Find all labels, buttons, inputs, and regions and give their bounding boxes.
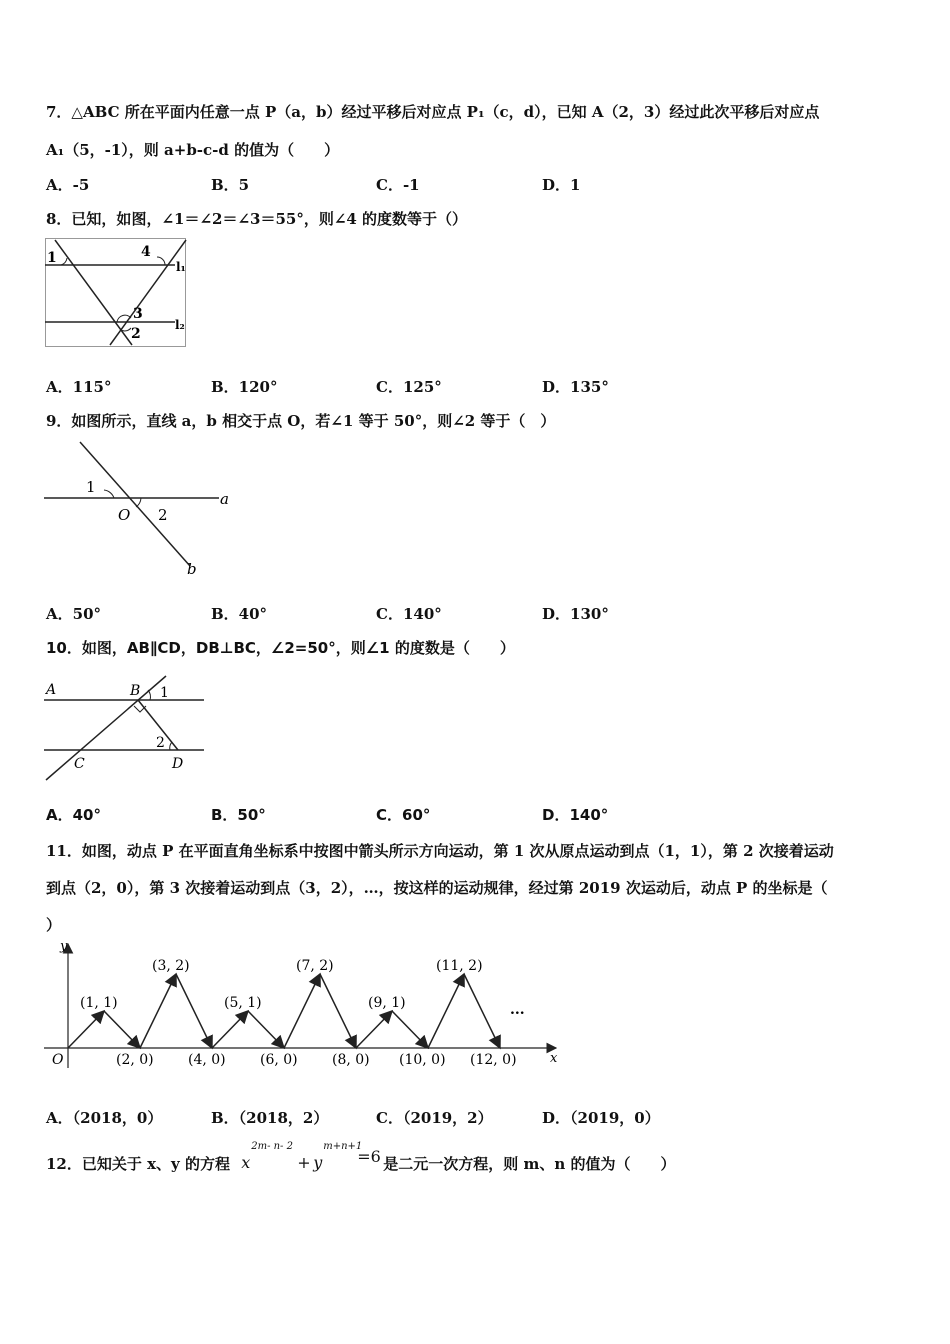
q8-stem: 8．已知，如图，∠1＝∠2＝∠3＝55°，则∠4 的度数等于（）	[46, 210, 468, 228]
label-1: 1	[47, 250, 57, 266]
motion-segment-12	[464, 974, 500, 1048]
point-label-8-0: (8, 0)	[332, 1052, 370, 1068]
q8-option-b: B．120°	[211, 378, 278, 396]
q7-stem-line1: 7．△ABC 所在平面内任意一点 P（a，b）经过平移后对应点 P₁（c，d），已知 A（2，3）经过此次平移后对应点	[46, 103, 820, 121]
label-C: C	[74, 756, 85, 772]
label-B: B	[130, 683, 141, 699]
q11-option-a: A．（2018，0）	[46, 1109, 163, 1127]
q9-option-b: B．40°	[211, 605, 268, 623]
q11-stem-line1: 11．如图，动点 P 在平面直角坐标系中按图中箭头所示方向运动，第 1 次从原点运动到点（1，1），第 2 次接着运动	[46, 842, 834, 860]
point-label-5-1: (5, 1)	[224, 995, 262, 1011]
label-l2: l₂	[175, 318, 185, 332]
motion-segment-2	[104, 1011, 140, 1048]
q11-option-c: C．（2019，2）	[376, 1109, 493, 1127]
q9-figure	[44, 438, 244, 578]
point-label-10-0: (10, 0)	[399, 1052, 446, 1068]
q12-plus: +	[297, 1153, 311, 1172]
point-label-11-2: (11, 2)	[436, 958, 483, 974]
x-axis-label: x	[550, 1051, 558, 1066]
q12-y-exponent: m+n+1	[323, 1141, 363, 1152]
ellipsis: ...	[510, 1002, 525, 1018]
point-label-9-1: (9, 1)	[368, 995, 406, 1011]
label-2: 2	[156, 735, 165, 751]
q7-option-c: C．-1	[376, 176, 420, 194]
motion-segment-6	[248, 1011, 284, 1048]
q12-prefix: 12．已知关于 x、y 的方程	[46, 1155, 230, 1173]
motion-segment-8	[320, 974, 356, 1048]
q12-equation	[235, 1141, 383, 1173]
label-O: O	[118, 506, 131, 524]
q9-option-a: A．50°	[46, 605, 102, 623]
q7-stem-line2: A₁（5，-1），则 a+b-c-d 的值为（ ）	[46, 141, 340, 159]
angle-2-arc	[170, 742, 172, 750]
point-label-12-0: (12, 0)	[470, 1052, 517, 1068]
q9-option-c: C．140°	[376, 605, 442, 623]
q12-suffix: 是二元一次方程，则 m、n 的值为（ ）	[383, 1155, 676, 1173]
motion-segment-9	[356, 1011, 392, 1048]
q9-stem: 9．如图所示，直线 a，b 相交于点 O，若∠1 等于 50°，则∠2 等于（ ）	[46, 412, 556, 430]
point-label-6-0: (6, 0)	[260, 1052, 298, 1068]
q11-option-b: B．（2018，2）	[211, 1109, 329, 1127]
point-label-1-1: (1, 1)	[80, 995, 118, 1011]
motion-segment-11	[428, 974, 464, 1048]
motion-segment-5	[212, 1011, 248, 1048]
label-b: b	[187, 560, 197, 578]
transversal-left	[55, 240, 132, 345]
q10-figure	[44, 668, 206, 784]
motion-segment-4	[176, 974, 212, 1048]
point-label-4-0: (4, 0)	[188, 1052, 226, 1068]
label-1: 1	[86, 478, 96, 496]
motion-path	[68, 974, 500, 1048]
q12-x-exponent: 2m- n- 2	[251, 1141, 293, 1152]
q10-option-d: D．140°	[542, 806, 609, 824]
q9-option-d: D．130°	[542, 605, 609, 623]
point-label-3-2: (3, 2)	[152, 958, 190, 974]
label-2: 2	[131, 326, 141, 342]
q12-y: y	[313, 1153, 323, 1172]
angle-1-arc	[104, 490, 114, 498]
q12-equals-six: =6	[357, 1147, 381, 1166]
q8-option-a: A．115°	[46, 378, 112, 396]
label-3: 3	[133, 306, 143, 322]
q11-option-d: D．（2019，0）	[542, 1109, 660, 1127]
label-A: A	[46, 682, 57, 698]
label-D: D	[172, 756, 184, 772]
q8-figure	[45, 238, 187, 348]
q10-stem: 10．如图，AB∥CD，DB⊥BC，∠2=50°，则∠1 的度数是（ ）	[46, 639, 515, 657]
label-1: 1	[160, 685, 169, 701]
origin-label: O	[52, 1052, 64, 1068]
line-b	[80, 442, 190, 566]
angle-1-arc	[61, 258, 67, 265]
q11-figure	[44, 938, 564, 1073]
point-label-7-2: (7, 2)	[296, 958, 334, 974]
q8-option-d: D．135°	[542, 378, 609, 396]
motion-segment-3	[140, 974, 176, 1048]
label-4: 4	[141, 244, 151, 260]
point-label-2-0: (2, 0)	[116, 1052, 154, 1068]
motion-segment-7	[284, 974, 320, 1048]
label-l1: l₁	[176, 260, 186, 274]
angle-4-arc	[157, 257, 165, 265]
q11-stem-line2: 到点（2，0），第 3 次接着运动到点（3，2），…，按这样的运动规律，经过第 2019 次运动后，动点 P 的坐标是（	[46, 879, 828, 897]
q12-x: x	[241, 1153, 251, 1172]
line-CB	[46, 676, 166, 780]
q10-option-b: B．50°	[211, 806, 266, 824]
q10-option-c: C．60°	[376, 806, 431, 824]
label-2: 2	[158, 506, 168, 524]
q11-stem-line3: ）	[46, 916, 62, 934]
y-axis-label: y	[60, 939, 68, 954]
q10-option-a: A．40°	[46, 806, 101, 824]
q8-option-c: C．125°	[376, 378, 442, 396]
motion-segment-1	[68, 1011, 104, 1048]
motion-segment-10	[392, 1011, 428, 1048]
q7-option-d: D．1	[542, 176, 581, 194]
q7-option-b: B．5	[211, 176, 250, 194]
q7-option-a: A．-5	[46, 176, 90, 194]
label-a: a	[220, 490, 229, 508]
q12-stem	[46, 1141, 676, 1174]
